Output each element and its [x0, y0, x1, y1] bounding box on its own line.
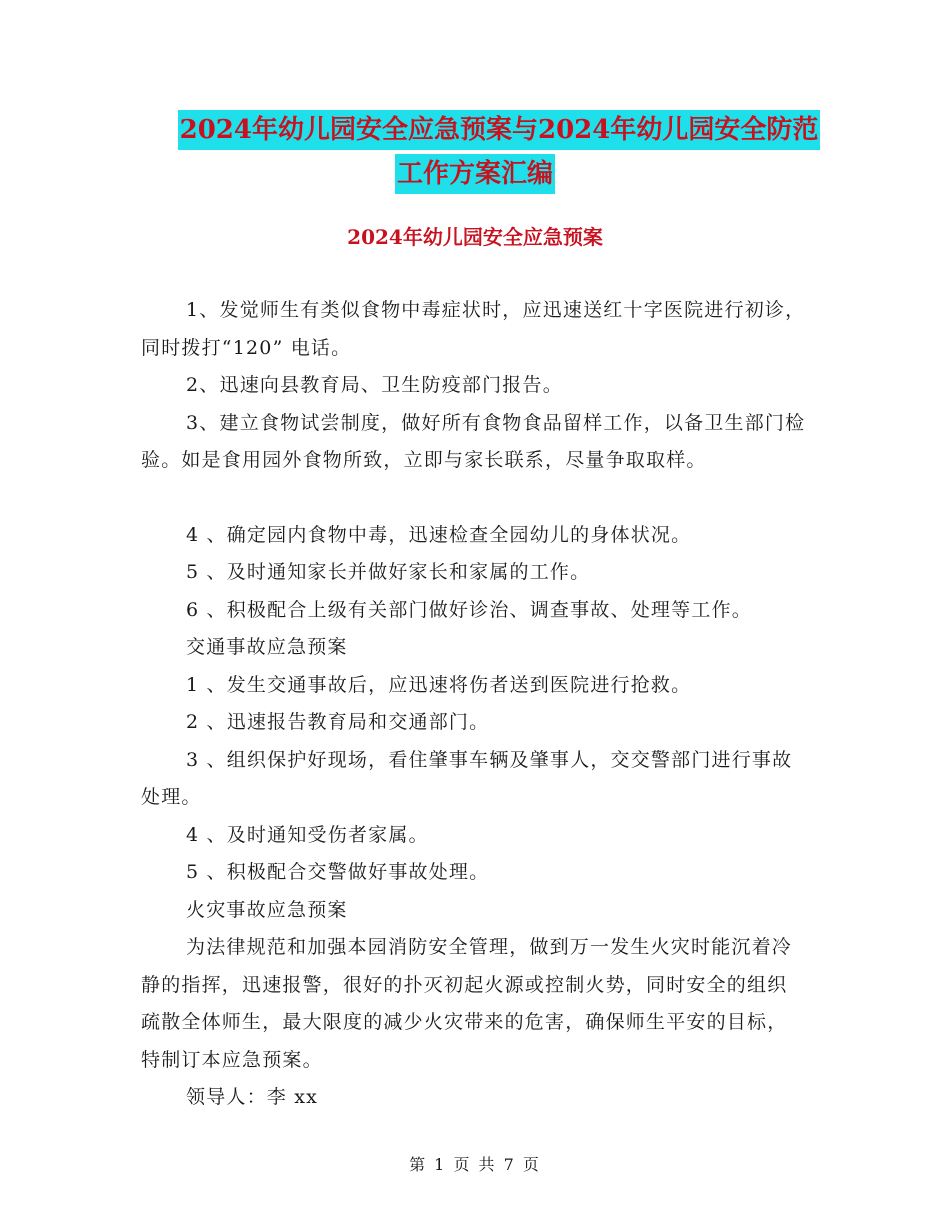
paragraph: 5 、及时通知家长并做好家长和家属的工作。 — [186, 561, 591, 583]
paragraph: 6 、积极配合上级有关部门做好诊治、调查事故、处理等工作。 — [186, 598, 752, 621]
paragraph: 4 、及时通知受伤者家属。 — [186, 823, 429, 846]
paragraph: 2、迅速向县教育局、卫生防疫部门报告。 — [186, 374, 563, 396]
paragraph: 领导人：李 xx — [186, 1086, 319, 1108]
title-line-1: 2024年幼儿园安全应急预案与2024年幼儿园安全防范 — [178, 110, 821, 150]
page-footer: 第 1 页 共 7 页 — [409, 1155, 541, 1174]
paragraph: 为法律规范和加强本园消防安全管理，做到万一发生火灾时能沉着冷静的指挥，迅速报警，很好的扑灭初起火源或控制火势，同时安全的组织疏散全体师生，最大限度的减少火灾带来的危害，确保师生平安的目标，特制订本应急预案。 — [141, 936, 793, 1071]
paragraph: 3、建立食物试尝制度，做好所有食物食品留样工作，以备卫生部门检验。如是食用园外食物所致，立即与家长联系，尽量争取取样。 — [141, 411, 806, 471]
paragraph: 4 、确定园内食物中毒，迅速检查全园幼儿的身体状况。 — [186, 523, 692, 546]
paragraph: 1 、发生交通事故后，应迅速将伤者送到医院进行抢救。 — [186, 673, 692, 696]
paragraph: 5 、积极配合交警做好事故处理。 — [186, 861, 490, 883]
paragraph: 2 、迅速报告教育局和交通部门。 — [186, 711, 490, 733]
paragraph: 3 、组织保护好现场，看住肇事车辆及肇事人，交交警部门进行事故处理。 — [141, 748, 793, 808]
section-label: 交通事故应急预案 — [186, 636, 348, 658]
section-label: 火灾事故应急预案 — [186, 898, 348, 921]
blank-line — [141, 480, 806, 517]
document-title — [0, 110, 950, 194]
paragraph: 1、发觉师生有类似食物中毒症状时，应迅速送红十字医院进行初诊，同时拨打“120” 电话。 — [141, 299, 806, 359]
title-line-2: 工作方案汇编 — [395, 154, 555, 194]
section-heading: 2024年幼儿园安全应急预案 — [347, 225, 603, 249]
document-body — [141, 292, 806, 1117]
